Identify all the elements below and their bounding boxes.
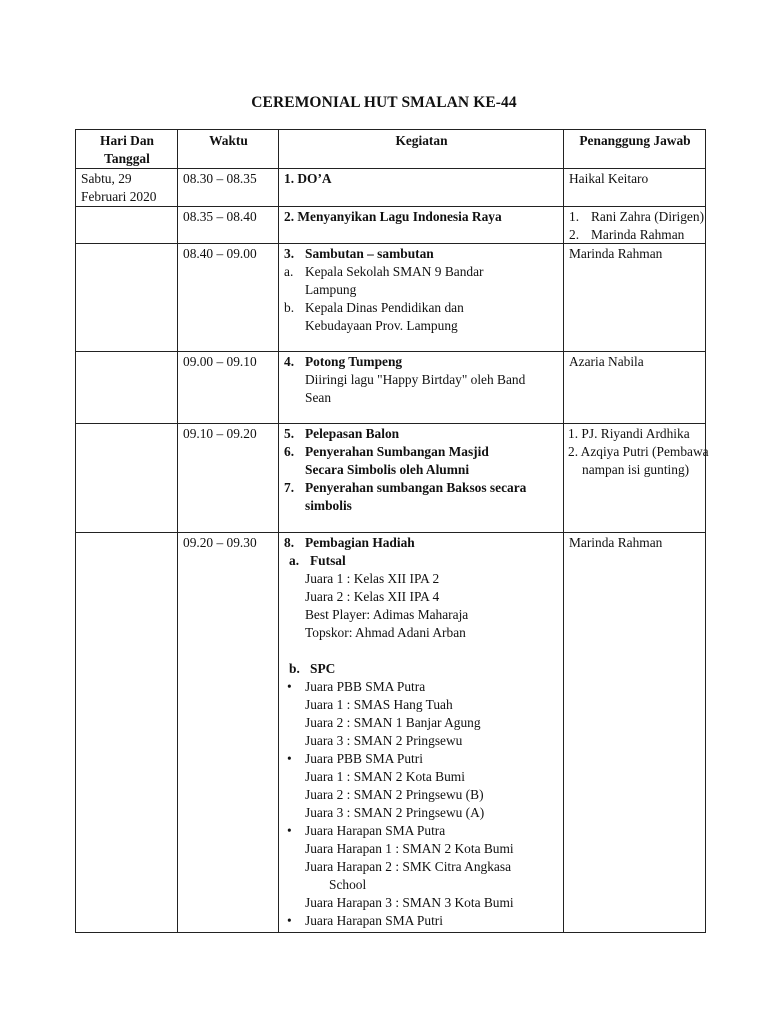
futsal-result: Best Player: Adimas Maharaja [305, 607, 469, 622]
table-header-row [76, 130, 706, 169]
activity-title: 8. Pembagian Hadiah [284, 535, 415, 550]
activity-sub-item-cont: Lampung [305, 282, 357, 297]
activity-cell [279, 207, 564, 244]
spc-group-bullet: • Juara Harapan SMA Putra [287, 823, 446, 838]
table-row [76, 533, 706, 933]
activity-cell [279, 352, 564, 424]
activity-sub-item: b. Kepala Dinas Pendidikan dan [284, 300, 464, 315]
pic-cell [564, 424, 709, 533]
header-activity: Kegiatan [279, 130, 564, 169]
time-cell: 09.20 – 09.30 [178, 533, 279, 933]
spacer [284, 642, 559, 660]
day-date-cell [76, 169, 178, 207]
header-time: Waktu [178, 130, 279, 169]
spc-result-cont: School [329, 877, 367, 892]
pic-cell [564, 352, 706, 424]
time-cell: 08.40 – 09.00 [178, 244, 279, 352]
activity-title: 2. Menyanyikan Lagu Indonesia Raya [284, 209, 502, 224]
table-row [76, 207, 706, 244]
pic-cell [564, 207, 706, 244]
futsal-result: Juara 1 : Kelas XII IPA 2 [305, 571, 440, 586]
activity-item-cont: Secara Simbolis oleh Alumni [305, 462, 470, 477]
spc-result: Juara Harapan 1 : SMAN 2 Kota Bumi [305, 841, 514, 856]
spc-result: Juara 2 : SMAN 1 Banjar Agung [305, 715, 481, 730]
activity-sub-item-cont: Kebudayaan Prov. Lampung [305, 318, 458, 333]
document-title: CEREMONIAL HUT SMALAN KE-44 [251, 94, 517, 111]
activity-item: 6. Penyerahan Sumbangan Masjid [284, 444, 489, 459]
day-date-cell [76, 533, 178, 933]
activity-item: 7. Penyerahan sumbangan Baksos secara [284, 480, 527, 495]
spc-result: Juara 3 : SMAN 2 Pringsewu (A) [305, 805, 485, 820]
pic-name: Marinda Rahman [569, 246, 663, 261]
table-row [76, 424, 706, 533]
day-date-cell [76, 207, 178, 244]
day-date-cell [76, 352, 178, 424]
activity-note: Sean [305, 390, 332, 405]
futsal-result: Topskor: Ahmad Adani Arban [305, 625, 466, 640]
spc-result: Juara Harapan 2 : SMK Citra Angkasa [305, 859, 512, 874]
spc-group-bullet: • Juara PBB SMA Putri [287, 751, 423, 766]
header-person-in-charge: Penanggung Jawab [564, 130, 706, 169]
time-cell: 09.00 – 09.10 [178, 352, 279, 424]
spc-result: Juara 1 : SMAN 2 Kota Bumi [305, 769, 465, 784]
pic-name: Marinda Rahman [569, 535, 663, 550]
activity-cell [279, 244, 564, 352]
activity-item-cont: simbolis [305, 498, 352, 513]
spc-group-bullet: • Juara Harapan SMA Putri [287, 913, 443, 928]
table-row [76, 352, 706, 424]
activity-cell [279, 169, 564, 207]
pic-name: Haikal Keitaro [569, 171, 649, 186]
ceremony-schedule-table [75, 129, 709, 933]
activity-title: 4. Potong Tumpeng [284, 354, 403, 369]
pic-item: 1. Rani Zahra (Dirigen) [569, 209, 705, 224]
date-line-2: Februari 2020 [81, 189, 157, 204]
activity-item: 5. Pelepasan Balon [284, 426, 400, 441]
spc-result: Juara 3 : SMAN 2 Pringsewu [305, 733, 463, 748]
time-cell: 08.35 – 08.40 [178, 207, 279, 244]
date-line-1: Sabtu, 29 [81, 171, 132, 186]
pic-cell [564, 244, 706, 352]
activity-cell [279, 533, 564, 933]
activity-cell [279, 424, 564, 533]
pic-item: 2. Azqiya Putri (Pembawa [568, 444, 709, 459]
time-cell: 09.10 – 09.20 [178, 424, 279, 533]
table-row [76, 244, 706, 352]
futsal-result: Juara 2 : Kelas XII IPA 4 [305, 589, 440, 604]
activity-title: 3. Sambutan – sambutan [284, 246, 434, 261]
spc-result: Juara 2 : SMAN 2 Pringsewu (B) [305, 787, 484, 802]
time-cell: 08.30 – 08.35 [178, 169, 279, 207]
pic-item: 1. PJ. Riyandi Ardhika [568, 426, 690, 441]
activity-note: Diiringi lagu "Happy Birtday" oleh Band [305, 372, 526, 387]
pic-cell [564, 169, 706, 207]
pic-cell [564, 533, 706, 933]
spc-result: Juara 1 : SMAS Hang Tuah [305, 697, 453, 712]
activity-title: 1. DO’A [284, 171, 332, 186]
spc-result: Juara Harapan 3 : SMAN 3 Kota Bumi [305, 895, 514, 910]
futsal-heading: a. Futsal [289, 553, 346, 568]
header-day-date: Hari Dan Tanggal [76, 130, 178, 169]
table-row [76, 169, 706, 207]
pic-name: Azaria Nabila [569, 354, 644, 369]
spc-group-bullet: • Juara PBB SMA Putra [287, 679, 426, 694]
pic-item: 2. Marinda Rahman [569, 227, 685, 242]
activity-sub-item: a. Kepala Sekolah SMAN 9 Bandar [284, 264, 484, 279]
pic-item-cont: nampan isi gunting) [582, 462, 690, 477]
day-date-cell [76, 244, 178, 352]
day-date-cell [76, 424, 178, 533]
spc-heading: b. SPC [289, 661, 336, 676]
